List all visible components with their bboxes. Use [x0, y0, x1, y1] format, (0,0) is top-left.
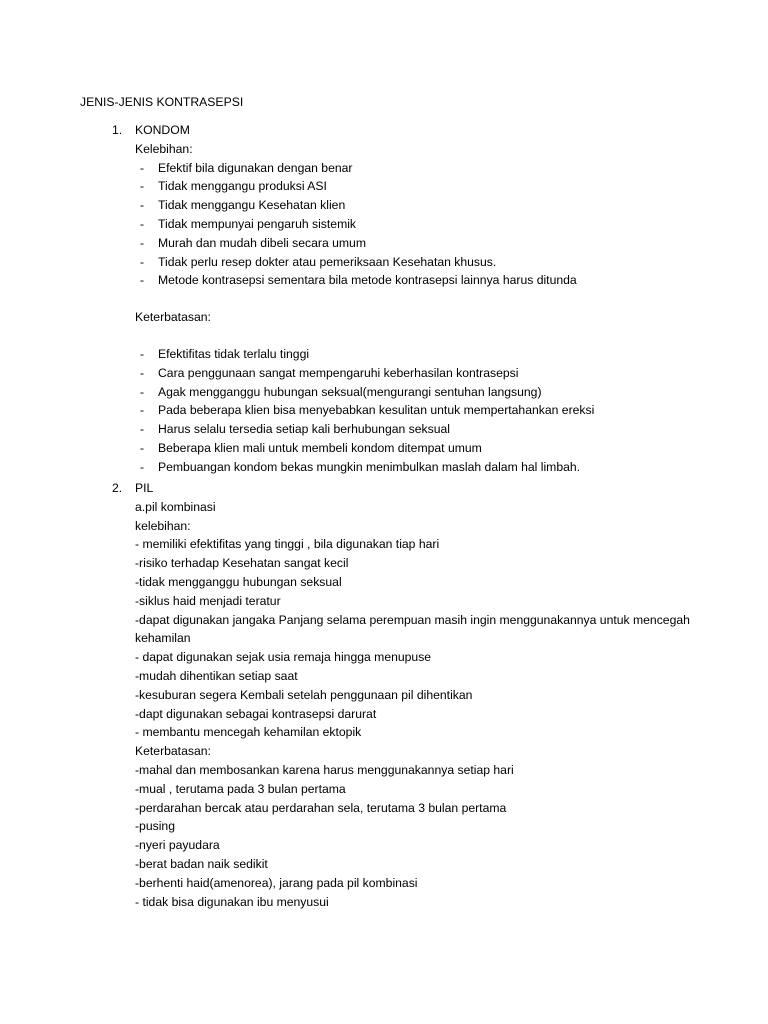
advantages-list — [135, 159, 695, 291]
advantages-label: Kelebihan: — [135, 141, 193, 156]
section-kondom — [135, 121, 695, 477]
text-line: -mual , terutama pada 3 bulan pertama — [135, 781, 346, 796]
list-item: - Pembuangan kondom bekas mungkin menimbulkan maslah dalam hal limbah. — [135, 458, 695, 477]
list-item: - Efektif bila digunakan dengan benar — [135, 159, 695, 178]
text-line: -berat badan naik sedikit — [135, 856, 268, 871]
text-line: -pusing — [135, 819, 175, 834]
text-line: -dapat digunakan jangaka Panjang selama perempuan masih ingin menggunakannya untuk mencegah kehamilan — [135, 612, 690, 646]
text-line: -nyeri payudara — [135, 838, 220, 853]
list-item: - Tidak menggangu produksi ASI — [135, 177, 695, 196]
text-line: - memiliki efektifitas yang tinggi , bila digunakan tiap hari — [135, 537, 440, 552]
text-line: - dapat digunakan sejak usia remaja hingga menupuse — [135, 650, 432, 665]
text-line: - membantu mencegah kehamilan ektopik — [135, 725, 362, 740]
list-item: - Pada beberapa klien bisa menyebabkan kesulitan untuk mempertahankan ereksi — [135, 401, 695, 420]
text-line: -mudah dihentikan setiap saat — [135, 668, 298, 683]
section-subheading: a.pil kombinasi — [135, 499, 216, 514]
document-title: JENIS-JENIS KONTRASEPSI — [80, 95, 244, 109]
list-item: - Tidak mempunyai pengaruh sistemik — [135, 215, 695, 234]
text-line: -tidak mengganggu hubungan seksual — [135, 574, 342, 589]
section-heading: PIL — [135, 481, 154, 495]
limitations-list — [135, 345, 695, 477]
list-item: - Harus selalu tersedia setiap kali berhubungan seksual — [135, 420, 695, 439]
text-line: -berhenti haid(amenorea), jarang pada pil kombinasi — [135, 875, 418, 890]
limitations-label: Keterbatasan: — [135, 310, 211, 325]
text-line: -siklus haid menjadi teratur — [135, 593, 281, 608]
list-item: - Beberapa klien mali untuk membeli kondom ditempat umum — [135, 439, 695, 458]
section-heading: KONDOM — [135, 123, 190, 137]
text-line: -perdarahan bercak atau perdarahan sela, terutama 3 bulan pertama — [135, 800, 507, 815]
list-item: - Tidak menggangu Kesehatan klien — [135, 196, 695, 215]
list-item: - Agak mengganggu hubungan seksual(mengurangi sentuhan langsung) — [135, 383, 695, 402]
text-line: - tidak bisa digunakan ibu menyusui — [135, 894, 329, 909]
text-line: -risiko terhadap Kesehatan sangat kecil — [135, 556, 349, 571]
text-line: -dapt digunakan sebagai kontrasepsi darurat — [135, 706, 377, 721]
list-item: - Murah dan mudah dibeli secara umum — [135, 234, 695, 253]
list-item: - Cara penggunaan sangat mempengaruhi keberhasilan kontrasepsi — [135, 364, 695, 383]
list-item: - Efektifitas tidak terlalu tinggi — [135, 345, 695, 364]
list-item: - Metode kontrasepsi sementara bila metode kontrasepsi lainnya harus ditunda — [135, 271, 695, 290]
advantages-label: kelebihan: — [135, 518, 191, 533]
list-item: - Tidak perlu resep dokter atau pemeriksaan Kesehatan khusus. — [135, 253, 695, 272]
section-number-2: 2. — [112, 481, 123, 495]
section-number-1: 1. — [112, 123, 123, 137]
text-line: -kesuburan segera Kembali setelah penggunaan pil dihentikan — [135, 687, 473, 702]
limitations-label: Keterbatasan: — [135, 744, 211, 759]
text-line: -mahal dan membosankan karena harus menggunakannya setiap hari — [135, 762, 514, 777]
section-pil — [135, 479, 695, 911]
